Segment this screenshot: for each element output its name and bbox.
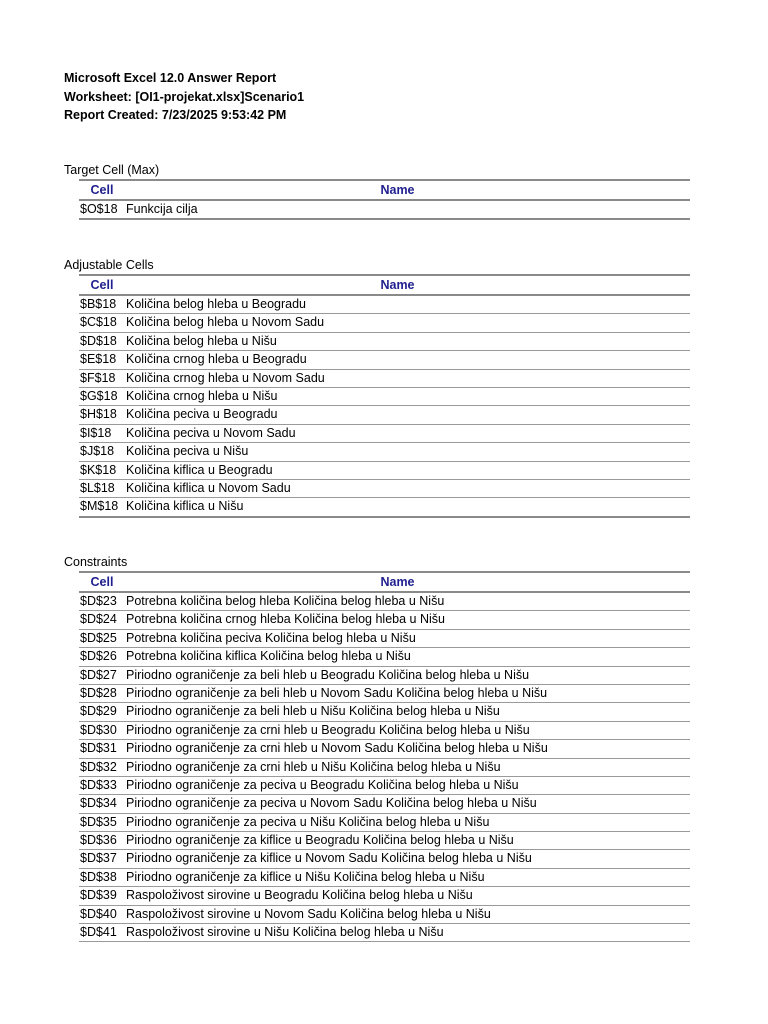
cell-reference: $D$32 — [80, 759, 117, 774]
table-row — [79, 759, 690, 777]
cell-name: Piriodno ograničenje za crni hleb u Beogradu Količina belog hleba u Nišu — [126, 722, 530, 737]
cell-reference: $D$27 — [80, 667, 117, 682]
target-cell-section — [64, 162, 690, 220]
cell-name: Količina crnog hleba u Beogradu — [126, 352, 307, 367]
cell-reference: $D$34 — [80, 796, 117, 811]
constraints-table — [79, 571, 690, 942]
constraints-section — [64, 554, 690, 942]
table-row — [79, 630, 690, 648]
cell-name: Količina peciva u Novom Sadu — [126, 425, 296, 440]
cell-name: Raspoloživost sirovine u Novom Sadu Količina belog hleba u Nišu — [126, 906, 491, 921]
cell-name: Količina kiflica u Nišu — [126, 499, 244, 514]
header-cell: Cell — [90, 278, 114, 292]
header-name: Name — [380, 278, 415, 292]
cell-name: Količina peciva u Beogradu — [126, 407, 278, 422]
cell-reference: $D$28 — [80, 685, 117, 700]
cell-name: Količina belog hleba u Novom Sadu — [126, 315, 325, 330]
cell-reference: $C$18 — [80, 315, 117, 330]
cell-reference: $D$37 — [80, 851, 117, 866]
table-row — [79, 685, 690, 703]
constraints-title: Constraints — [64, 555, 128, 569]
table-row — [79, 667, 690, 685]
cell-name: Količina kiflica u Novom Sadu — [126, 480, 291, 495]
constraints-rows — [79, 593, 690, 942]
cell-reference: $D$36 — [80, 833, 117, 848]
table-row — [79, 333, 690, 351]
table-row — [79, 814, 690, 832]
table-row — [79, 611, 690, 629]
cell-reference: $D$35 — [80, 814, 117, 829]
cell-name: Potrebna količina crnog hleba Količina belog hleba u Nišu — [126, 612, 445, 627]
header-name: Name — [380, 575, 415, 589]
adjustable-cells-section — [64, 257, 690, 518]
adjustable-rows — [79, 296, 690, 518]
table-row — [79, 593, 690, 611]
table-row — [79, 924, 690, 942]
target-rows — [79, 201, 690, 220]
table-header — [79, 573, 690, 593]
table-row — [79, 425, 690, 443]
cell-reference: $D$23 — [80, 594, 117, 608]
cell-reference: $M$18 — [80, 499, 119, 514]
header-cell: Cell — [90, 575, 114, 589]
cell-name: Piriodno ograničenje za kiflice u Beogradu Količina belog hleba u Nišu — [126, 833, 514, 848]
cell-name: Piriodno ograničenje za crni hleb u Novom Sadu Količina belog hleba u Nišu — [126, 741, 548, 756]
table-header — [79, 276, 690, 296]
cell-name: Količina crnog hleba u Nišu — [126, 388, 278, 403]
cell-name: Količina peciva u Nišu — [126, 444, 249, 459]
table-row — [79, 498, 690, 517]
report-title: Microsoft Excel 12.0 Answer Report — [64, 71, 277, 85]
table-row — [79, 443, 690, 461]
cell-reference: $D$41 — [80, 925, 117, 940]
cell-name: Raspoloživost sirovine u Nišu Količina belog hleba u Nišu — [126, 925, 444, 940]
table-row — [79, 480, 690, 498]
cell-reference: $B$18 — [80, 297, 117, 311]
table-row — [79, 906, 690, 924]
cell-name: Piriodno ograničenje za peciva u Beogradu Količina belog hleba u Nišu — [126, 777, 519, 792]
report-worksheet: Worksheet: [OI1-projekat.xlsx]Scenario1 — [64, 89, 305, 104]
cell-reference: $D$26 — [80, 649, 117, 664]
cell-reference: $D$29 — [80, 704, 117, 719]
cell-reference: $O$18 — [80, 202, 118, 216]
table-row — [79, 648, 690, 666]
cell-reference: $D$40 — [80, 906, 117, 921]
report-header — [64, 69, 304, 125]
table-row — [79, 795, 690, 813]
cell-name: Piriodno ograničenje za kiflice u Novom Sadu Količina belog hleba u Nišu — [126, 851, 532, 866]
table-row — [79, 887, 690, 905]
cell-name: Piriodno ograničenje za peciva u Nišu Količina belog hleba u Nišu — [126, 814, 490, 829]
table-row — [79, 869, 690, 887]
cell-reference: $J$18 — [80, 444, 115, 459]
adjustable-cells-title: Adjustable Cells — [64, 258, 154, 272]
cell-reference: $E$18 — [80, 352, 117, 367]
table-row — [79, 388, 690, 406]
cell-name: Piriodno ograničenje za beli hleb u Beogradu Količina belog hleba u Nišu — [126, 667, 530, 682]
table-row — [79, 370, 690, 388]
cell-reference: $H$18 — [80, 407, 117, 422]
cell-name: Količina belog hleba u Beogradu — [126, 297, 306, 311]
header-cell: Cell — [90, 183, 114, 197]
cell-reference: $D$18 — [80, 333, 117, 348]
cell-reference: $D$25 — [80, 630, 117, 645]
table-row — [79, 314, 690, 332]
report-created: Report Created: 7/23/2025 9:53:42 PM — [64, 108, 287, 122]
cell-reference: $F$18 — [80, 370, 116, 385]
cell-reference: $I$18 — [80, 425, 112, 440]
cell-reference: $G$18 — [80, 388, 118, 403]
table-row — [79, 462, 690, 480]
cell-reference: $D$24 — [80, 612, 117, 627]
cell-name: Piriodno ograničenje za kiflice u Nišu Količina belog hleba u Nišu — [126, 869, 485, 884]
cell-reference: $D$30 — [80, 722, 117, 737]
cell-reference: $D$38 — [80, 869, 117, 884]
cell-name: Količina kiflica u Beogradu — [126, 462, 273, 477]
table-row — [79, 351, 690, 369]
cell-name: Piriodno ograničenje za peciva u Novom Sadu Količina belog hleba u Nišu — [126, 796, 537, 811]
table-row — [79, 201, 690, 220]
cell-name: Piriodno ograničenje za beli hleb u Nišu Količina belog hleba u Nišu — [126, 704, 500, 719]
cell-name: Količina crnog hleba u Novom Sadu — [126, 370, 325, 385]
adjustable-cells-table — [79, 274, 690, 518]
table-row — [79, 777, 690, 795]
table-row — [79, 703, 690, 721]
cell-reference: $D$31 — [80, 741, 117, 756]
table-row — [79, 406, 690, 424]
cell-name: Piriodno ograničenje za beli hleb u Novom Sadu Količina belog hleba u Nišu — [126, 685, 548, 700]
table-row — [79, 722, 690, 740]
cell-reference: $L$18 — [80, 480, 115, 495]
table-row — [79, 850, 690, 868]
cell-name: Količina belog hleba u Nišu — [126, 333, 277, 348]
cell-name: Piriodno ograničenje za crni hleb u Nišu Količina belog hleba u Nišu — [126, 759, 501, 774]
cell-name: Funkcija cilja — [126, 202, 198, 216]
target-cell-table — [79, 179, 690, 220]
cell-name: Potrebna količina belog hleba Količina belog hleba u Nišu — [126, 594, 445, 608]
cell-reference: $D$39 — [80, 888, 117, 903]
target-cell-title: Target Cell (Max) — [64, 163, 160, 177]
cell-name: Potrebna količina peciva Količina belog hleba u Nišu — [126, 630, 416, 645]
cell-name: Raspoloživost sirovine u Beogradu Količina belog hleba u Nišu — [126, 888, 473, 903]
header-name: Name — [380, 183, 415, 197]
cell-reference: $D$33 — [80, 777, 117, 792]
cell-reference: $K$18 — [80, 462, 117, 477]
table-header — [79, 181, 690, 201]
table-row — [79, 740, 690, 758]
table-row — [79, 296, 690, 314]
table-row — [79, 832, 690, 850]
cell-name: Potrebna količina kiflica Količina belog hleba u Nišu — [126, 649, 411, 664]
